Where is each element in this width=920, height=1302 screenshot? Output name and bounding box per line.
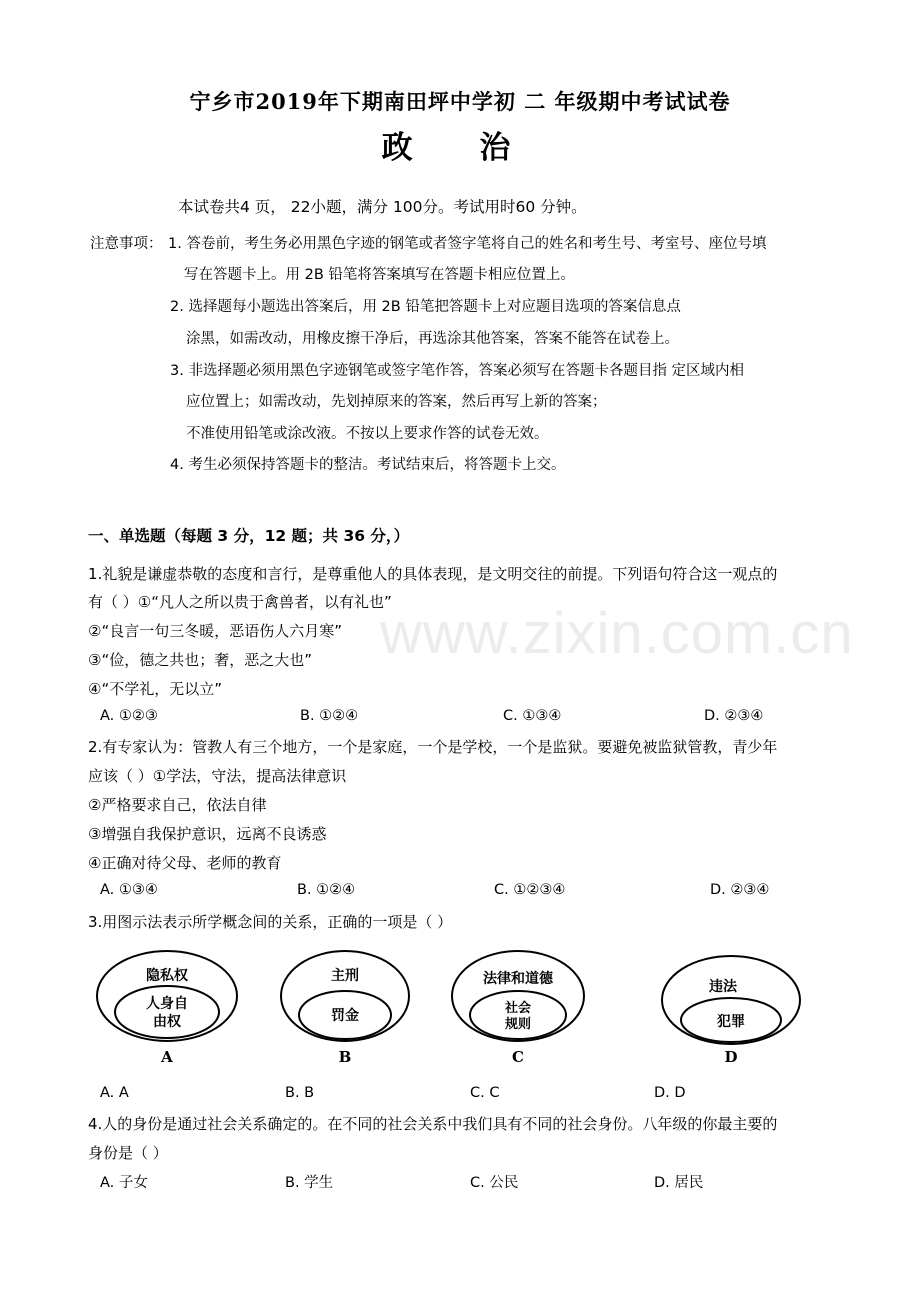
notice-line: 写在答题卡上。用 2B 铅笔将答案填写在答题卡相应位置上。 [184,267,575,283]
question-4-stem: 4.人的身份是通过社会关系确定的。在不同的社会关系中我们具有不同的社会身份。八年级的你最主要的 [88,1115,778,1133]
exam-info: 本试卷共4 页， 22小题，满分 100分。考试用时60 分钟。 [178,198,587,216]
notice-line: 涂黑，如需改动，用橡皮擦干净后，再选涂其他答案，答案不能答在试卷上。 [186,331,679,347]
question-4-stem: 身份是（ ） [88,1144,168,1162]
option-a: A. ①③④ [100,882,158,898]
diagram-b-letter: B [338,1048,352,1066]
notice-line: 3. 非选择题必须用黑色字迹钢笔或签字笔作答，答案必须写在答题卡各题目指 定区域内相 [170,363,745,379]
diagram-d-letter: D [724,1048,738,1066]
question-1-item: ③“俭，德之共也；奢，恶之大也” [88,651,312,669]
diagram-a-letter: A [161,1048,173,1066]
question-2-item: ②严格要求自己，依法自律 [88,796,267,814]
diagram-b [281,951,409,1066]
diagram-c-letter: C [512,1048,524,1066]
option-a: A. 子女 [100,1175,148,1191]
question-2-stem: 2.有专家认为：管教人有三个地方，一个是家庭，一个是学校，一个是监狱。要避免被监狱管教，青少年 [88,738,778,756]
option-a: A. ①②③ [100,708,158,724]
watermark: www.zixin.com.cn [380,601,854,666]
question-3-stem: 3.用图示法表示所学概念间的关系，正确的一项是（ ） [88,913,453,931]
diagram-c-outer: 法律和道德 [483,971,553,987]
option-b: B. ①②④ [297,882,356,898]
option-c: C. 公民 [470,1175,519,1191]
diagram-c [452,951,584,1066]
notice-line: 4. 考生必须保持答题卡的整洁。考试结束后，将答题卡上交。 [170,457,566,473]
option-a: A. A [100,1085,129,1101]
diagram-b-outer: 主刑 [331,968,359,984]
option-b: B. 学生 [285,1175,334,1191]
diagram-d-inner: 犯罪 [717,1014,745,1030]
option-c: C. C [470,1085,500,1101]
diagram-c-inner: 社会 [504,1001,532,1016]
notice-line: 不准使用铅笔或涂改液。不按以上要求作答的试卷无效。 [186,426,549,442]
diagram-a-inner: 由权 [153,1014,181,1030]
section-title: 一、单选题（每题 3 分，12 题；共 36 分，） [88,527,410,545]
subject-title: 政 治 [381,130,539,166]
option-d: D. 居民 [654,1175,704,1191]
question-2-item: ③增强自我保护意识，远离不良诱惑 [88,825,327,843]
option-d: D. ②③④ [704,708,764,724]
diagram-a-inner: 人身自 [146,996,188,1012]
question-2-stem: 应该（ ）①学法，守法，提高法律意识 [88,767,347,785]
question-1-stem: 1.礼貌是谦虚恭敬的态度和言行，是尊重他人的具体表现，是文明交往的前提。下列语句符合这一观点的 [88,565,778,583]
option-b: B. ①②④ [300,708,359,724]
exam-title: 宁乡市2019年下期南田坪中学初 二 年级期中考试试卷 [189,89,731,114]
notice-line: 1. 答卷前，考生务必用黑色字迹的钢笔或者签字笔将自己的姓名和考生号、考室号、座位号填 [168,236,767,252]
diagram-b-inner: 罚金 [331,1008,359,1024]
question-2-item: ④正确对待父母、老师的教育 [88,854,282,872]
diagram-c-inner: 规则 [504,1017,532,1032]
notice-line: 2. 选择题每小题选出答案后，用 2B 铅笔把答题卡上对应题目选项的答案信息点 [170,299,681,315]
diagram-d-outer: 违法 [709,979,737,995]
question-1-stem: 有（ ）①“凡人之所以贵于禽兽者，以有礼也” [88,593,392,611]
option-b: B. B [285,1085,315,1101]
option-d: D. D [654,1085,686,1101]
option-c: C. ①③④ [503,708,562,724]
option-d: D. ②③④ [710,882,770,898]
diagram-d [662,956,800,1066]
option-c: C. ①②③④ [494,882,566,898]
question-1-item: ④“不学礼，无以立” [88,680,222,698]
notice-label: 注意事项： [90,236,163,252]
notice-line: 应位置上；如需改动，先划掉原来的答案，然后再写上新的答案； [186,394,607,410]
concept-diagrams [0,940,920,1070]
diagram-a-outer: 隐私权 [146,968,188,984]
diagram-a [97,951,237,1066]
question-1-item: ②“良言一句三冬暖，恶语伤人六月寒” [88,622,342,640]
